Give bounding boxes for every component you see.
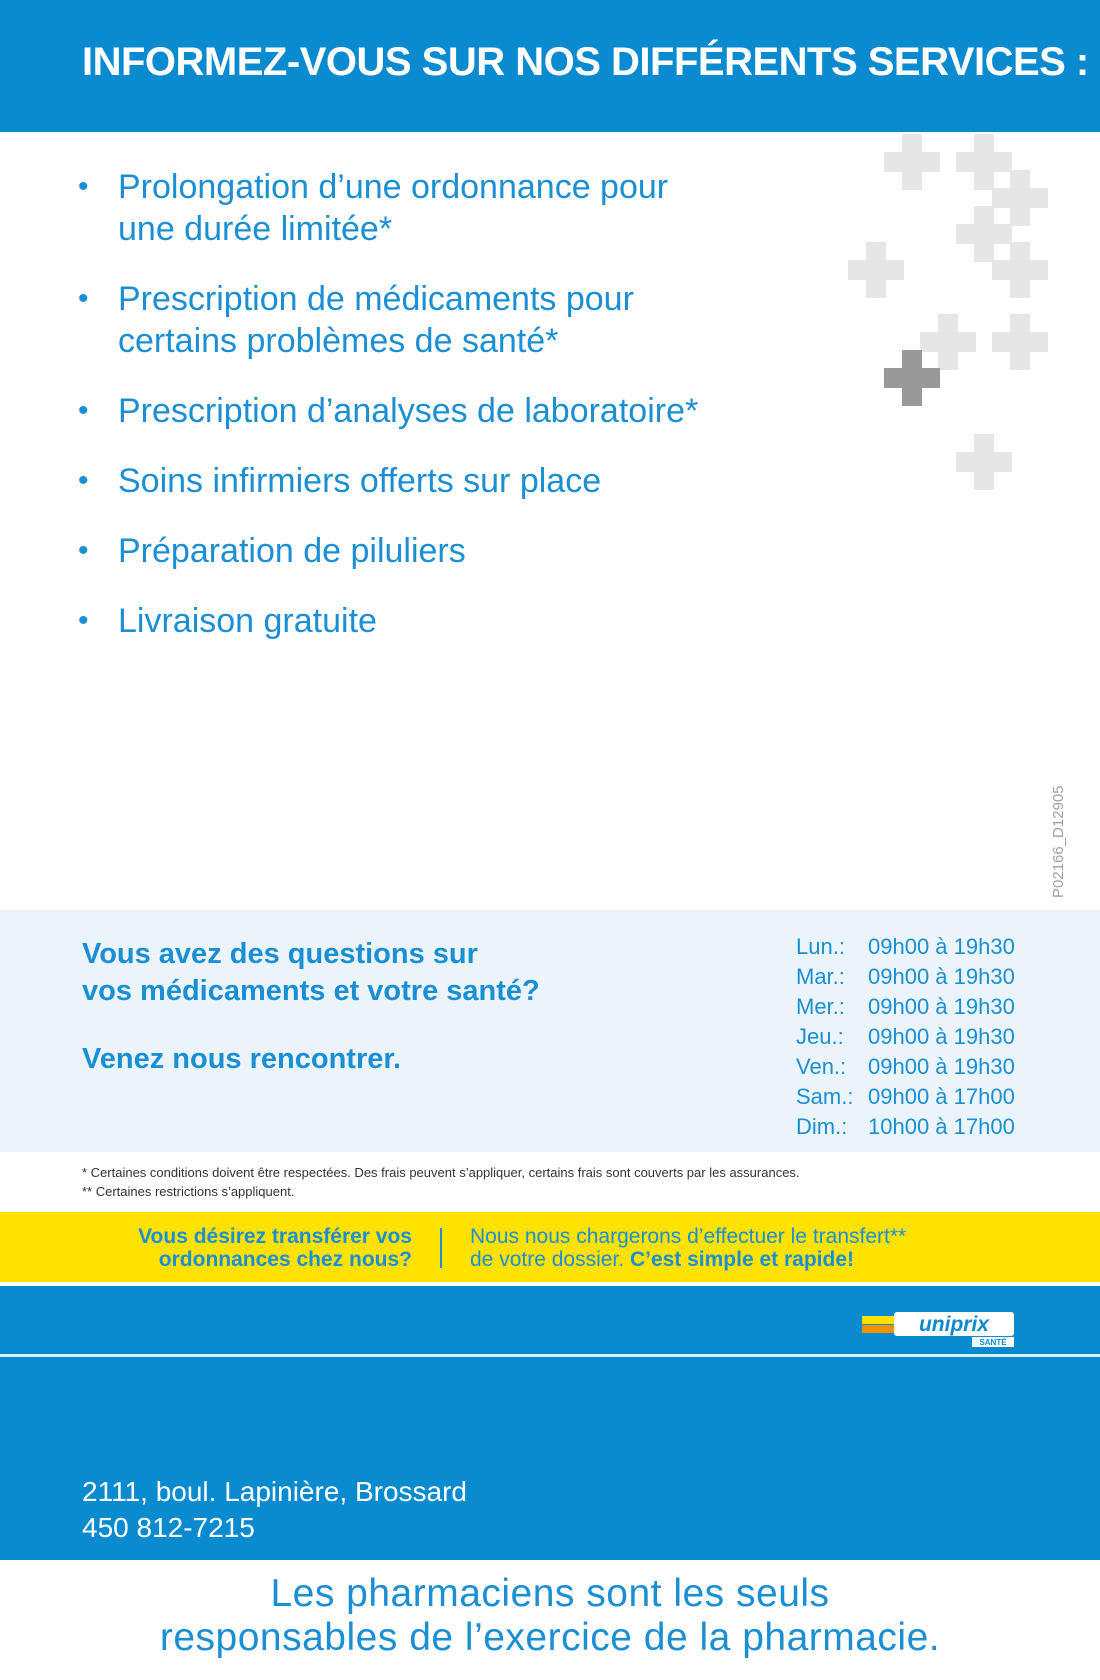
closing-line: responsables de l’exercice de la pharmacie. bbox=[159, 1616, 941, 1659]
hours-time: 09h00 à 19h30 bbox=[868, 994, 1015, 1019]
hours-day: Jeu.: bbox=[796, 1024, 844, 1049]
service-line: Prolongation d’une ordonnance pour bbox=[118, 168, 669, 206]
bullet-icon: • bbox=[78, 464, 89, 497]
transfer-question-line: ordonnances chez nous? bbox=[158, 1248, 412, 1271]
hours-day: Sam.: bbox=[796, 1084, 854, 1109]
hours-time: 09h00 à 19h30 bbox=[868, 1054, 1015, 1079]
hours-row bbox=[796, 1112, 1015, 1142]
divider bbox=[440, 1228, 442, 1268]
top-banner bbox=[0, 0, 1100, 132]
list-item bbox=[78, 390, 798, 432]
footer-divider bbox=[0, 1354, 1100, 1357]
footnote: * Certaines conditions doivent être respectées. Des frais peuvent s’appliquer, certains frais sont couverts par les assurances. bbox=[82, 1165, 800, 1180]
footnote: ** Certaines restrictions s’appliquent. bbox=[82, 1184, 295, 1199]
phone-number: 450 812-7215 bbox=[82, 1512, 255, 1543]
transfer-answer-line: de votre dossier. bbox=[470, 1248, 625, 1271]
invitation-text: Venez nous rencontrer. bbox=[82, 1043, 402, 1075]
list-item bbox=[78, 278, 798, 362]
transfer-question-line: Vous désirez transférer vos bbox=[138, 1225, 412, 1248]
service-line: Préparation de piluliers bbox=[118, 532, 466, 570]
service-line: Prescription d’analyses de laboratoire* bbox=[118, 392, 699, 430]
hours-day: Mer.: bbox=[796, 994, 845, 1019]
questions-line: Vous avez des questions sur bbox=[82, 938, 478, 970]
hours-time: 09h00 à 19h30 bbox=[868, 964, 1015, 989]
service-line: Livraison gratuite bbox=[118, 602, 377, 640]
hours-row bbox=[796, 992, 1015, 1022]
opening-hours bbox=[796, 932, 1015, 1142]
questions-line: vos médicaments et votre santé? bbox=[82, 975, 540, 1007]
services-list bbox=[78, 166, 798, 670]
list-item bbox=[78, 166, 798, 250]
cross-icon bbox=[992, 242, 1048, 298]
bullet-icon: • bbox=[78, 170, 89, 203]
questions-heading bbox=[82, 936, 642, 1010]
list-item bbox=[78, 460, 798, 502]
transfer-answer bbox=[470, 1225, 906, 1271]
document-code: P02166_D12905 bbox=[1050, 785, 1067, 898]
hours-row bbox=[796, 932, 1015, 962]
list-item bbox=[78, 600, 798, 642]
cross-icon bbox=[848, 242, 904, 298]
hours-time: 10h00 à 17h00 bbox=[868, 1114, 1015, 1139]
address-block bbox=[82, 1474, 467, 1546]
footnotes bbox=[82, 1163, 800, 1201]
closing-statement bbox=[0, 1572, 1100, 1660]
hours-row bbox=[796, 1082, 1015, 1112]
info-band bbox=[0, 910, 1100, 1152]
service-line: certains problèmes de santé* bbox=[118, 322, 559, 360]
hours-day: Dim.: bbox=[796, 1114, 848, 1139]
cross-icon bbox=[884, 350, 940, 406]
closing-line: Les pharmaciens sont les seuls bbox=[270, 1572, 830, 1615]
service-line: Prescription de médicaments pour bbox=[118, 280, 634, 318]
hours-row bbox=[796, 1052, 1015, 1082]
bullet-icon: • bbox=[78, 604, 89, 637]
hours-row bbox=[796, 1022, 1015, 1052]
hours-day: Ven.: bbox=[796, 1054, 847, 1079]
hours-time: 09h00 à 17h00 bbox=[868, 1084, 1015, 1109]
cross-icon bbox=[992, 314, 1048, 370]
street-address: 2111, boul. Lapinière, Brossard bbox=[82, 1476, 467, 1507]
uniprix-logo bbox=[862, 1308, 1016, 1348]
hours-row bbox=[796, 962, 1015, 992]
transfer-answer-line: Nous nous chargerons d’effectuer le transfert** bbox=[470, 1225, 907, 1248]
service-line: Soins infirmiers offerts sur place bbox=[118, 462, 602, 500]
hours-day: Lun.: bbox=[796, 934, 845, 959]
cross-icon bbox=[956, 434, 1012, 490]
bullet-icon: • bbox=[78, 394, 89, 427]
logo-brand: uniprix bbox=[918, 1313, 990, 1336]
bullet-icon: • bbox=[78, 282, 89, 315]
transfer-emphasis: C’est simple et rapide! bbox=[629, 1248, 855, 1271]
cross-icon bbox=[884, 134, 940, 190]
transfer-question bbox=[100, 1225, 412, 1271]
decorative-crosses bbox=[840, 130, 1080, 510]
hours-day: Mar.: bbox=[796, 964, 845, 989]
page-title: INFORMEZ-VOUS SUR NOS DIFFÉRENTS SERVICES : bbox=[82, 40, 1089, 84]
bullet-icon: • bbox=[78, 534, 89, 567]
hours-time: 09h00 à 19h30 bbox=[868, 934, 1015, 959]
hours-time: 09h00 à 19h30 bbox=[868, 1024, 1015, 1049]
service-line: une durée limitée* bbox=[118, 210, 393, 248]
list-item bbox=[78, 530, 798, 572]
transfer-band bbox=[0, 1212, 1100, 1282]
logo-sub: SANTÉ bbox=[979, 1338, 1007, 1347]
footer bbox=[0, 1286, 1100, 1560]
